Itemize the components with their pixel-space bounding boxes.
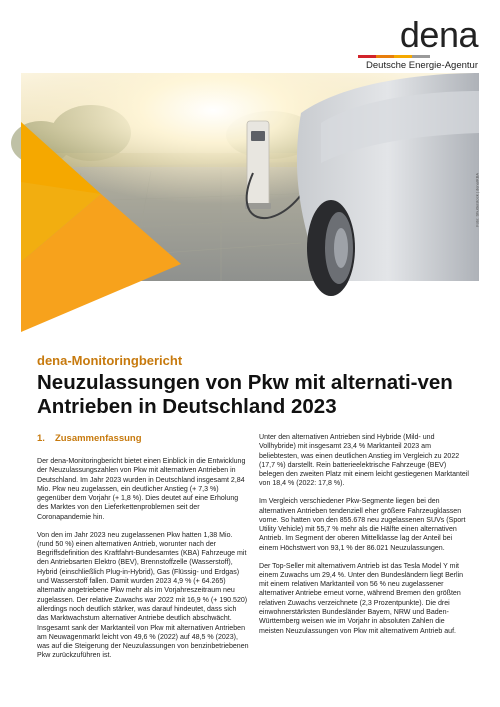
column-left [37, 433, 249, 669]
logo-tagline: Deutsche Energie-Agentur [366, 60, 478, 71]
section-heading [37, 433, 249, 444]
logo-wordmark: dena [399, 14, 478, 55]
paragraph: Unter den alternativen Antrieben sind Hybride (Mild- und Vollhybride) mit insgesamt 23,4 % Marktanteil 2023 am beliebtesten, was einen deutlichen Anstieg im Vergleich zu 2022 (17,7 %) darstellt. Rein batterieelektrische Fahrzeuge (BEV) belegen den zweiten Platz mit einem leicht gestiegenen Marktanteil von 18,4 % (2022: 17,8 %). [259, 434, 469, 488]
section-number: 1. [37, 433, 45, 444]
paragraph: Der Top-Seller mit alternativem Antrieb ist das Tesla Model Y mit einem Zuwachs um 29,4 %. Unter den Bundesländern liegt Berlin mit einem relativen Marktanteil von 56 % neu zugelassener alternativer Antriebe erneut vorne, während Bremen den größten relativen Zuwachs verzeichnete (2,3 Prozentpunkte). Die drei einwohnerstärksten Bundesländer Bayern, NRW und Baden-Württemberg weisen wie im Vorjahr in absoluten Zahlen die meisten Neuzulassungen von Pkw mit alternativem Antrieb auf. [259, 562, 464, 635]
section-title: Zusammenfassung [54, 433, 142, 444]
chevron-decoration [21, 122, 201, 332]
column-right [259, 433, 469, 644]
paragraph: Von den im Jahr 2023 neu zugelassenen Pkw hatten 1,38 Mio. (rund 50 %) einen alternativen Antrieb, worunter nach der Begriffsdefinition des Kraftfahrt-Bundesamtes (KBA) Fahrzeuge mit den Antriebsarten Elektro (BEV), Brennstoffzelle (Wasserstoff), Hybrid (einschließlich Plug-in-Hybrid), Gas (Flüssig- und Erdgas) und Wasserstoff fallen. Damit wurden 2023 4,9 % (+ 64.265) alternativ angetriebene Pkw mehr als im Vorjahreszeitraum neu zugelassen. Der relative Zuwachs war 2022 mit 16,9 % (+ 190.520) allerdings noch deutlich stärker, was darauf hindeutet, dass sich das Marktwachstum alternativer Antriebe deutlich abschwächt. Insgesamt sank der Marktanteil von Pkw mit alternativen Antrieben am Neuwagenmarkt leicht von 49,6 % (2022) auf 48,5 % (2023), was auf die Steigerung der Neuzulassungen von benzinbetriebenen Pkw zurückzuführen ist. [37, 531, 249, 660]
report-kicker: dena-Monitoringbericht [37, 353, 183, 368]
paragraph: Der dena-Monitoringbericht bietet einen Einblick in die Entwicklung der Neuzulassungszahlen von Pkw mit alternativen Antrieben in Deutschland. Im Jahr 2023 wurden in Deutschland insgesamt 2,84 Mio. Pkw neu zugelassen, ein deutlicher Anstieg (+ 7,3 %) gegenüber dem Vorjahr (+ 1,8 %). Dies deutet auf eine Erholung des Marktes von den Lieferkettenproblemen seit der Coronapandemie hin. [37, 458, 246, 521]
page-title: Neuzulassungen von Pkw mit alternati-ven Antrieben in Deutschland 2023 [37, 371, 453, 418]
logo-color-bars [358, 55, 430, 58]
photo-credit: Foto: Shutterstock | dena/KBA [475, 173, 480, 227]
paragraph: Im Vergleich verschiedener Pkw-Segmente liegen bei den alternativen Antrieben tendenziell eher größere Fahrzeugklassen vorne. So hatten von den 855.678 neu zugelassenen SUVs (Sport Utility Vehicle) mit 55,7 % mehr als die Hälfte einen alternativen Antrieb. Im Segment der oberen Mittelklasse lag der Anteil bei einem Höchstwert von 93,1 % der 86.021 Neuzulassungen. [259, 498, 466, 552]
dena-logo [358, 14, 478, 71]
